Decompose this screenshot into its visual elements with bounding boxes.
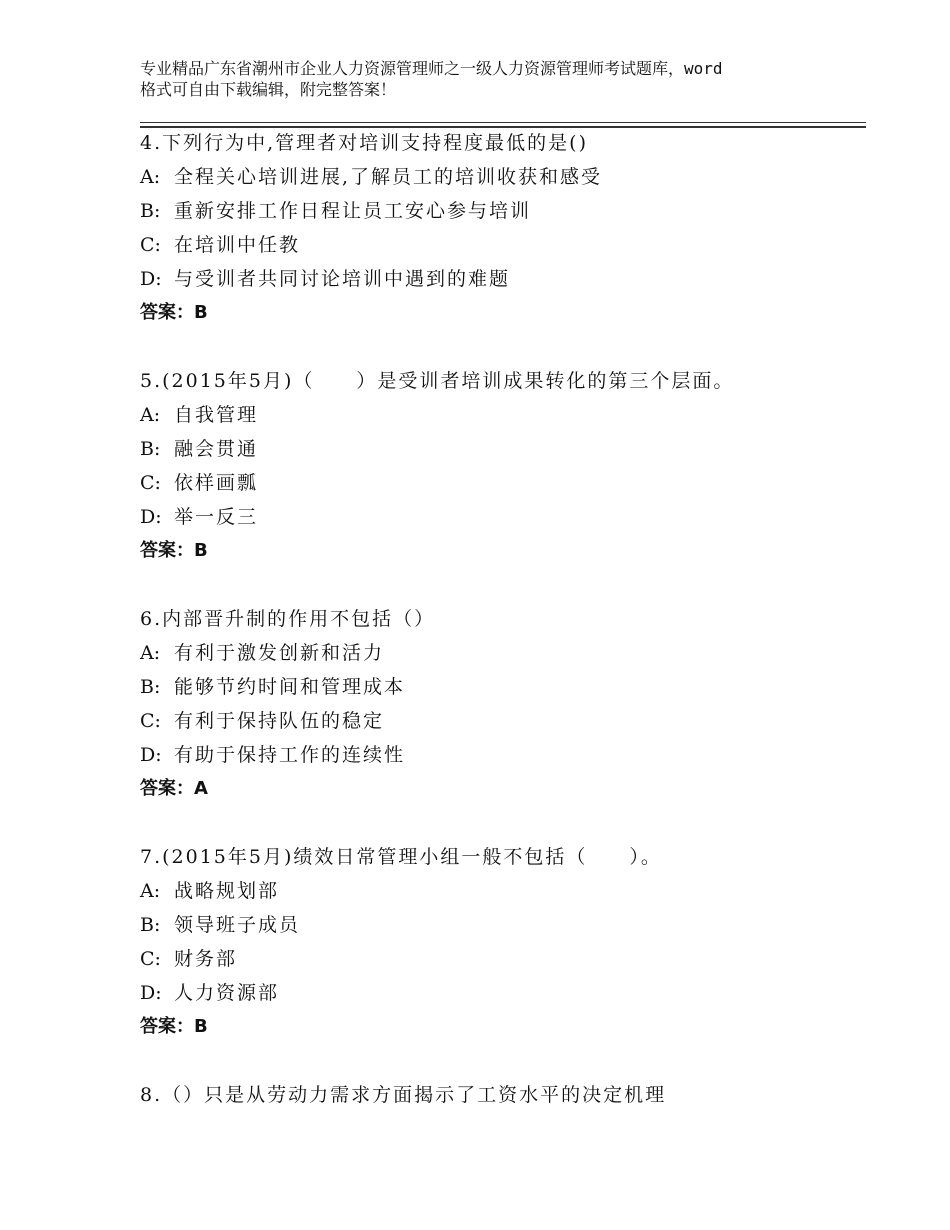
option-text: 领导班子成员 <box>174 914 301 936</box>
option-c <box>140 704 866 738</box>
option-text: 战略规划部 <box>174 880 280 902</box>
answer-label: 答案：B <box>140 540 208 561</box>
option-key: B: <box>140 200 161 222</box>
question-spacer <box>140 568 866 602</box>
option-text: 重新安排工作日程让员工安心参与培训 <box>174 200 532 222</box>
header-divider-thin <box>140 122 866 123</box>
option-key: B: <box>140 676 161 698</box>
option-text: 财务部 <box>174 948 238 970</box>
question-5 <box>140 364 866 602</box>
option-b <box>140 432 866 466</box>
option-text: 有助于保持工作的连续性 <box>174 744 406 766</box>
option-a <box>140 874 866 908</box>
option-text: 依样画瓢 <box>174 472 259 494</box>
question-spacer <box>140 1044 866 1078</box>
option-c <box>140 466 866 500</box>
option-text: 与受训者共同讨论培训中遇到的难题 <box>174 268 511 290</box>
option-key: A: <box>140 880 161 902</box>
option-a <box>140 636 866 670</box>
option-key: A: <box>140 642 161 664</box>
option-key: B: <box>140 914 161 936</box>
question-4 <box>140 126 866 364</box>
option-text: 举一反三 <box>174 506 259 528</box>
header-line-1: 专业精品广东省潮州市企业人力资源管理师之一级人力资源管理师考试题库，word <box>140 59 723 78</box>
option-text: 自我管理 <box>174 404 259 426</box>
option-key: D: <box>140 506 162 528</box>
option-key: D: <box>140 982 162 1004</box>
option-b <box>140 908 866 942</box>
option-b <box>140 670 866 704</box>
option-key: D: <box>140 744 162 766</box>
option-text: 有利于激发创新和活力 <box>174 642 385 664</box>
question-spacer <box>140 330 866 364</box>
answer-label: 答案：A <box>140 778 208 799</box>
option-a <box>140 398 866 432</box>
question-7 <box>140 840 866 1078</box>
question-title: 5.(2015年5月)（ ）是受训者培训成果转化的第三个层面。 <box>140 370 735 392</box>
document-header <box>140 58 840 100</box>
question-title: 7.(2015年5月)绩效日常管理小组一般不包括（ ）。 <box>140 846 662 868</box>
question-title: 8.（）只是从劳动力需求方面揭示了工资水平的决定机理 <box>140 1084 667 1106</box>
option-key: A: <box>140 404 161 426</box>
question-title: 4.下列行为中,管理者对培训支持程度最低的是() <box>140 132 588 154</box>
answer-label: 答案：B <box>140 302 208 323</box>
option-key: C: <box>140 948 161 970</box>
option-key: C: <box>140 472 161 494</box>
question-spacer <box>140 806 866 840</box>
question-8 <box>140 1078 866 1112</box>
question-list <box>140 126 866 1112</box>
header-line-2: 格式可自由下载编辑，附完整答案！ <box>140 80 397 99</box>
option-text: 有利于保持队伍的稳定 <box>174 710 385 732</box>
option-text: 人力资源部 <box>174 982 280 1004</box>
option-text: 全程关心培训进展,了解员工的培训收获和感受 <box>174 166 603 188</box>
option-b <box>140 194 866 228</box>
answer-label: 答案：B <box>140 1016 208 1037</box>
option-c <box>140 228 866 262</box>
option-c <box>140 942 866 976</box>
option-key: C: <box>140 234 161 256</box>
option-key: B: <box>140 438 161 460</box>
question-6 <box>140 602 866 840</box>
option-text: 在培训中任教 <box>174 234 301 256</box>
option-a <box>140 160 866 194</box>
option-text: 能够节约时间和管理成本 <box>174 676 406 698</box>
option-key: D: <box>140 268 162 290</box>
question-title: 6.内部晋升制的作用不包括（） <box>140 608 436 630</box>
option-text: 融会贯通 <box>174 438 259 460</box>
option-d <box>140 262 866 296</box>
option-d <box>140 976 866 1010</box>
option-key: C: <box>140 710 161 732</box>
option-d <box>140 738 866 772</box>
option-d <box>140 500 866 534</box>
option-key: A: <box>140 166 161 188</box>
